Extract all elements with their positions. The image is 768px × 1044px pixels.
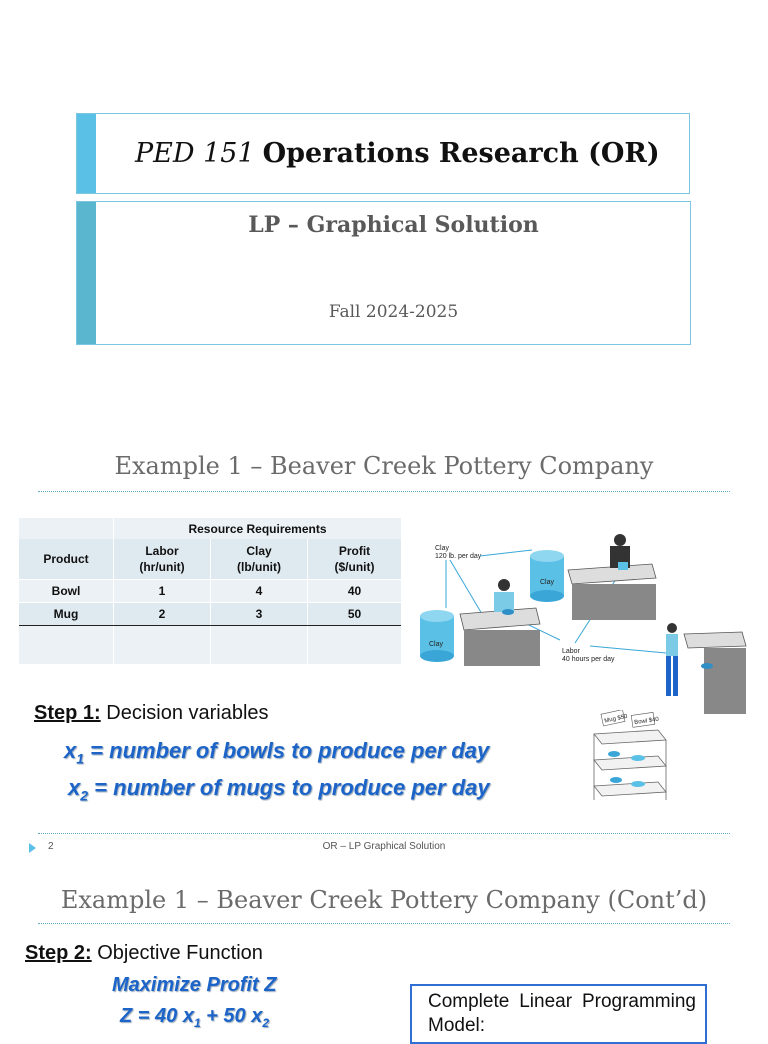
- bowl-tag: Bowl $40: [633, 716, 660, 727]
- var2-text: = number of mugs to produce per day: [94, 775, 490, 800]
- cell-product: Mug: [19, 603, 114, 626]
- subtitle-accent-bar: [77, 202, 96, 344]
- title-box: [76, 113, 690, 194]
- step1-text: Decision variables: [106, 702, 269, 724]
- col-header-profit-line2: ($/unit): [334, 560, 375, 574]
- svg-text:Clay: Clay: [540, 579, 555, 586]
- var1-text: = number of bowls to produce per day: [90, 738, 490, 763]
- step1-label: Step 1:: [34, 702, 101, 724]
- shelf-illustration: [588, 710, 673, 805]
- slide-subtitle: LP – Graphical Solution: [248, 212, 539, 238]
- col-header-profit: [308, 539, 402, 580]
- cell-labor: 1: [114, 580, 211, 603]
- slide-title: [135, 138, 660, 169]
- objective-title: Maximize Profit Z: [112, 974, 277, 996]
- col-header-profit-line1: Profit: [338, 544, 371, 558]
- course-code: PED 151: [135, 138, 255, 169]
- slide2-footer-divider: [38, 833, 730, 834]
- step2-label: Step 2:: [25, 942, 92, 964]
- slide3-divider: [38, 923, 730, 924]
- title-accent-bar: [77, 114, 96, 193]
- col-header-clay-line1: Clay: [246, 544, 272, 558]
- clay-barrel-icon: [420, 610, 454, 662]
- footer-page-number: 2: [48, 841, 54, 852]
- col-header-labor: [114, 539, 211, 580]
- objective-equation: Z = 40 $x_1 + 50$ $x_2$: [120, 1005, 270, 1030]
- step1: [34, 702, 269, 725]
- table-row: [19, 580, 401, 603]
- col-header-labor-line1: Labor: [145, 544, 179, 558]
- clay-label: Clay: [435, 545, 450, 552]
- subtitle-box: [76, 201, 691, 345]
- table-corner: [19, 518, 114, 539]
- worker-icon: [666, 623, 746, 714]
- clay-barrel-icon: [530, 550, 564, 602]
- step2-text: Objective Function: [97, 942, 263, 964]
- labor-amount: 40 hours per day: [562, 656, 615, 663]
- clay-amount: 120 lb. per day: [435, 553, 482, 560]
- model-box-text: Complete Linear Programming Model:: [428, 991, 696, 1036]
- labor-label: Labor: [562, 648, 580, 655]
- cell-product: Bowl: [19, 580, 114, 603]
- slide2-heading: Example 1 – Beaver Creek Pottery Company: [114, 452, 654, 480]
- var2-symbol: x: [68, 775, 81, 800]
- cell-clay: 4: [211, 580, 308, 603]
- workbench-icon: [568, 534, 656, 620]
- slide3-heading: Example 1 – Beaver Creek Pottery Company (Cont’d): [60, 886, 708, 914]
- slide2-divider: [38, 491, 730, 492]
- cell-clay: 3: [211, 603, 308, 626]
- decision-variable-x1: [64, 738, 489, 766]
- mug-tag: Mug $50: [603, 713, 629, 725]
- col-header-labor-line2: (hr/unit): [139, 560, 185, 574]
- table-group-header: Resource Requirements: [114, 518, 402, 539]
- model-box: [410, 984, 707, 1044]
- var1-subscript: 1: [76, 750, 85, 767]
- cell-profit: 40: [308, 580, 402, 603]
- col-header-clay-line2: (lb/unit): [237, 560, 281, 574]
- cell-profit: 50: [308, 603, 402, 626]
- col-header-clay: [211, 539, 308, 580]
- var1-symbol: x: [64, 738, 77, 763]
- term-label: Fall 2024-2025: [328, 302, 459, 322]
- col-header-product: Product: [19, 539, 114, 580]
- table-row: [19, 626, 401, 665]
- decision-variable-x2: [68, 775, 490, 803]
- workbench-icon: [460, 579, 540, 666]
- course-name: Operations Research (OR): [262, 138, 660, 169]
- svg-text:Clay: Clay: [429, 641, 444, 648]
- pottery-illustration: [410, 528, 760, 718]
- var2-subscript: 2: [80, 787, 89, 804]
- step2: [25, 942, 263, 965]
- resource-table: [19, 518, 401, 664]
- table-row: [19, 603, 401, 626]
- cell-labor: 2: [114, 603, 211, 626]
- footer-title: OR – LP Graphical Solution: [322, 841, 446, 852]
